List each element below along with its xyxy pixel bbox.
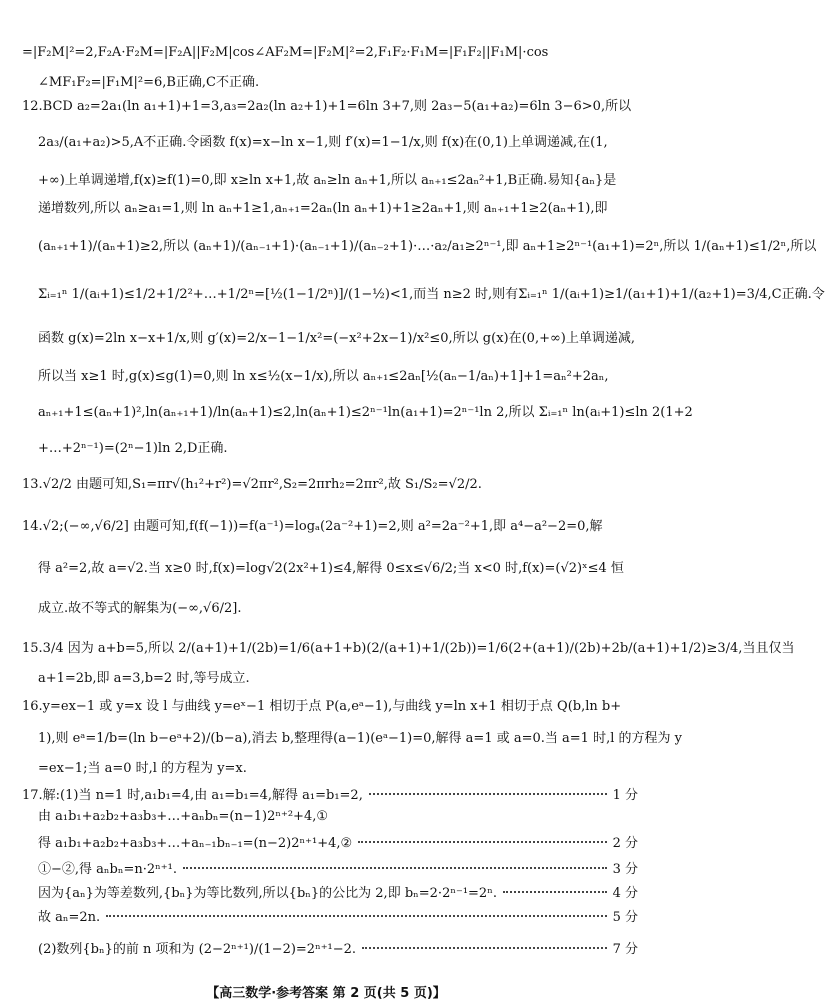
q12-line: 函数 g(x)=2ln x−x+1/x,则 g′(x)=2/x−1−1/x²=(−x²+2x−1)/x²≤0,所以 g(x)在(0,+∞)上单调递减, xyxy=(38,331,636,346)
q16-line: 1),则 eᵃ=1/b=(ln b−eᵃ+2)/(b−a),消去 b,整理得(a−1)(eᵃ−1)=0,解得 a=1 或 a=0.当 a=1 时,l 的方程为 y xyxy=(38,731,682,746)
q15-line: a+1=2b,即 a=3,b=2 时,等号成立. xyxy=(38,671,250,686)
q15-line: 15.3/4 因为 a+b=5,所以 2/(a+1)+1/(2b)=1/6(a+1+b)(2/(a+1)+1/(2b))=1/6(2+(a+1)/(2b)+2b/(a+1)+1/2)≥3/4,当且仅当 xyxy=(22,641,795,656)
dotted-leader xyxy=(106,906,606,917)
q14-line: 成立.故不等式的解集为(−∞,√6/2]. xyxy=(38,601,242,616)
score-points: 3 分 xyxy=(612,861,638,877)
q12-line: +∞)上单调递增,f(x)≥f(1)=0,即 x≥ln x+1,故 aₙ≥ln aₙ+1,所以 aₙ₊₁≤2aₙ²+1,B正确.易知{aₙ}是 xyxy=(38,173,617,188)
q12-line: 递增数列,所以 aₙ≥a₁=1,则 ln aₙ+1≥1,aₙ₊₁=2aₙ(ln aₙ+1)+1≥2aₙ+1,则 aₙ₊₁+1≥2(aₙ+1),即 xyxy=(38,201,608,216)
dotted-leader xyxy=(358,832,606,843)
text-line: =|F₂M|²=2,F₂A·F₂M=|F₂A||F₂M|cos∠AF₂M=|F₂M|²=2,F₁F₂·F₁M=|F₁F₂||F₁M|·cos xyxy=(22,45,549,60)
score-row-text: 17.解:(1)当 n=1 时,a₁b₁=4,由 a₁=b₁=4,解得 a₁=b₁=2, xyxy=(22,787,363,803)
q12-line: (aₙ₊₁+1)/(aₙ+1)≥2,所以 (aₙ+1)/(aₙ₋₁+1)·(aₙ₋₁+1)/(aₙ₋₂+1)·…·a₂/a₁≥2ⁿ⁻¹,即 aₙ+1≥2ⁿ⁻¹(a₁+1)=2ⁿ,所以 1/(aₙ+1)≤1/2ⁿ,所以 xyxy=(38,239,817,254)
score-row-text: 因为{aₙ}为等差数列,{bₙ}为等比数列,所以{bₙ}的公比为 2,即 bₙ=2·2ⁿ⁻¹=2ⁿ. xyxy=(38,885,497,901)
q17-line: 由 a₁b₁+a₂b₂+a₃b₃+…+aₙbₙ=(n−1)2ⁿ⁺²+4,① xyxy=(38,809,328,824)
dotted-leader xyxy=(362,938,607,949)
q14-line: 14.√2;(−∞,√6/2] 由题可知,f(f(−1))=f(a⁻¹)=logₐ(2a⁻²+1)=2,则 a²=2a⁻²+1,即 a⁴−a²−2=0,解 xyxy=(22,519,603,534)
q12-line: Σᵢ₌₁ⁿ 1/(aᵢ+1)≤1/2+1/2²+…+1/2ⁿ=[½(1−1/2ⁿ)]/(1−½)<1,而当 n≥2 时,则有Σᵢ₌₁ⁿ 1/(aᵢ+1)≥1/(a₁+1)+1/(a₂+1)=3/4,C正确.令 xyxy=(38,287,825,302)
q12-line: 12.BCD a₂=2a₁(ln a₁+1)+1=3,a₃=2a₂(ln a₂+1)+1=6ln 3+7,则 2a₃−5(a₁+a₂)=6ln 3−6>0,所以 xyxy=(22,99,632,114)
q12-line: aₙ₊₁+1≤(aₙ+1)²,ln(aₙ₊₁+1)/ln(aₙ+1)≤2,ln(aₙ+1)≤2ⁿ⁻¹ln(a₁+1)=2ⁿ⁻¹ln 2,所以 Σᵢ₌₁ⁿ ln(aᵢ+1)≤ln 2(1+2 xyxy=(38,405,693,420)
score-points: 2 分 xyxy=(612,835,638,851)
page-footer: 【高三数学·参考答案 第 2 页(共 5 页)】 xyxy=(206,986,446,1001)
dotted-leader xyxy=(369,784,607,795)
score-row xyxy=(38,832,638,850)
q13-line: 13.√2/2 由题可知,S₁=πr√(h₁²+r²)=√2πr²,S₂=2πrh₂=2πr²,故 S₁/S₂=√2/2. xyxy=(22,477,482,492)
score-row-text: 得 a₁b₁+a₂b₂+a₃b₃+…+aₙ₋₁bₙ₋₁=(n−2)2ⁿ⁺¹+4,② xyxy=(38,835,353,851)
dotted-leader xyxy=(183,858,607,869)
dotted-leader xyxy=(503,882,607,893)
text-line: ∠MF₁F₂=|F₁M|²=6,B正确,C不正确. xyxy=(38,75,260,90)
q12-line: 所以当 x≥1 时,g(x)≤g(1)=0,则 ln x≤½(x−1/x),所以 aₙ₊₁≤2aₙ[½(aₙ−1/aₙ)+1]+1=aₙ²+2aₙ, xyxy=(38,369,609,384)
score-row xyxy=(38,882,638,900)
q12-line: 2a₃/(a₁+a₂)>5,A不正确.令函数 f(x)=x−ln x−1,则 f′(x)=1−1/x,则 f(x)在(0,1)上单调递减,在(1, xyxy=(38,135,608,150)
score-row xyxy=(38,858,638,876)
score-points: 1 分 xyxy=(612,787,638,803)
q16-line: 16.y=ex−1 或 y=x 设 l 与曲线 y=eˣ−1 相切于点 P(a,eᵃ−1),与曲线 y=ln x+1 相切于点 Q(b,ln b+ xyxy=(22,699,622,714)
score-row-text: 故 aₙ=2n. xyxy=(38,909,101,925)
score-row xyxy=(22,784,638,802)
score-row xyxy=(38,938,638,956)
score-points: 7 分 xyxy=(612,941,638,957)
q12-line: +…+2ⁿ⁻¹)=(2ⁿ−1)ln 2,D正确. xyxy=(38,441,228,456)
score-points: 5 分 xyxy=(612,909,638,925)
score-row-text: ①−②,得 aₙbₙ=n·2ⁿ⁺¹. xyxy=(38,861,177,877)
score-row-text: (2)数列{bₙ}的前 n 项和为 (2−2ⁿ⁺¹)/(1−2)=2ⁿ⁺¹−2. xyxy=(38,941,357,957)
score-points: 4 分 xyxy=(612,885,638,901)
q16-line: =ex−1;当 a=0 时,l 的方程为 y=x. xyxy=(38,761,247,776)
q14-line: 得 a²=2,故 a=√2.当 x≥0 时,f(x)=log√2(2x²+1)≤4,解得 0≤x≤√6/2;当 x<0 时,f(x)=(√2)ˣ≤4 恒 xyxy=(38,561,624,576)
score-row xyxy=(38,906,638,924)
